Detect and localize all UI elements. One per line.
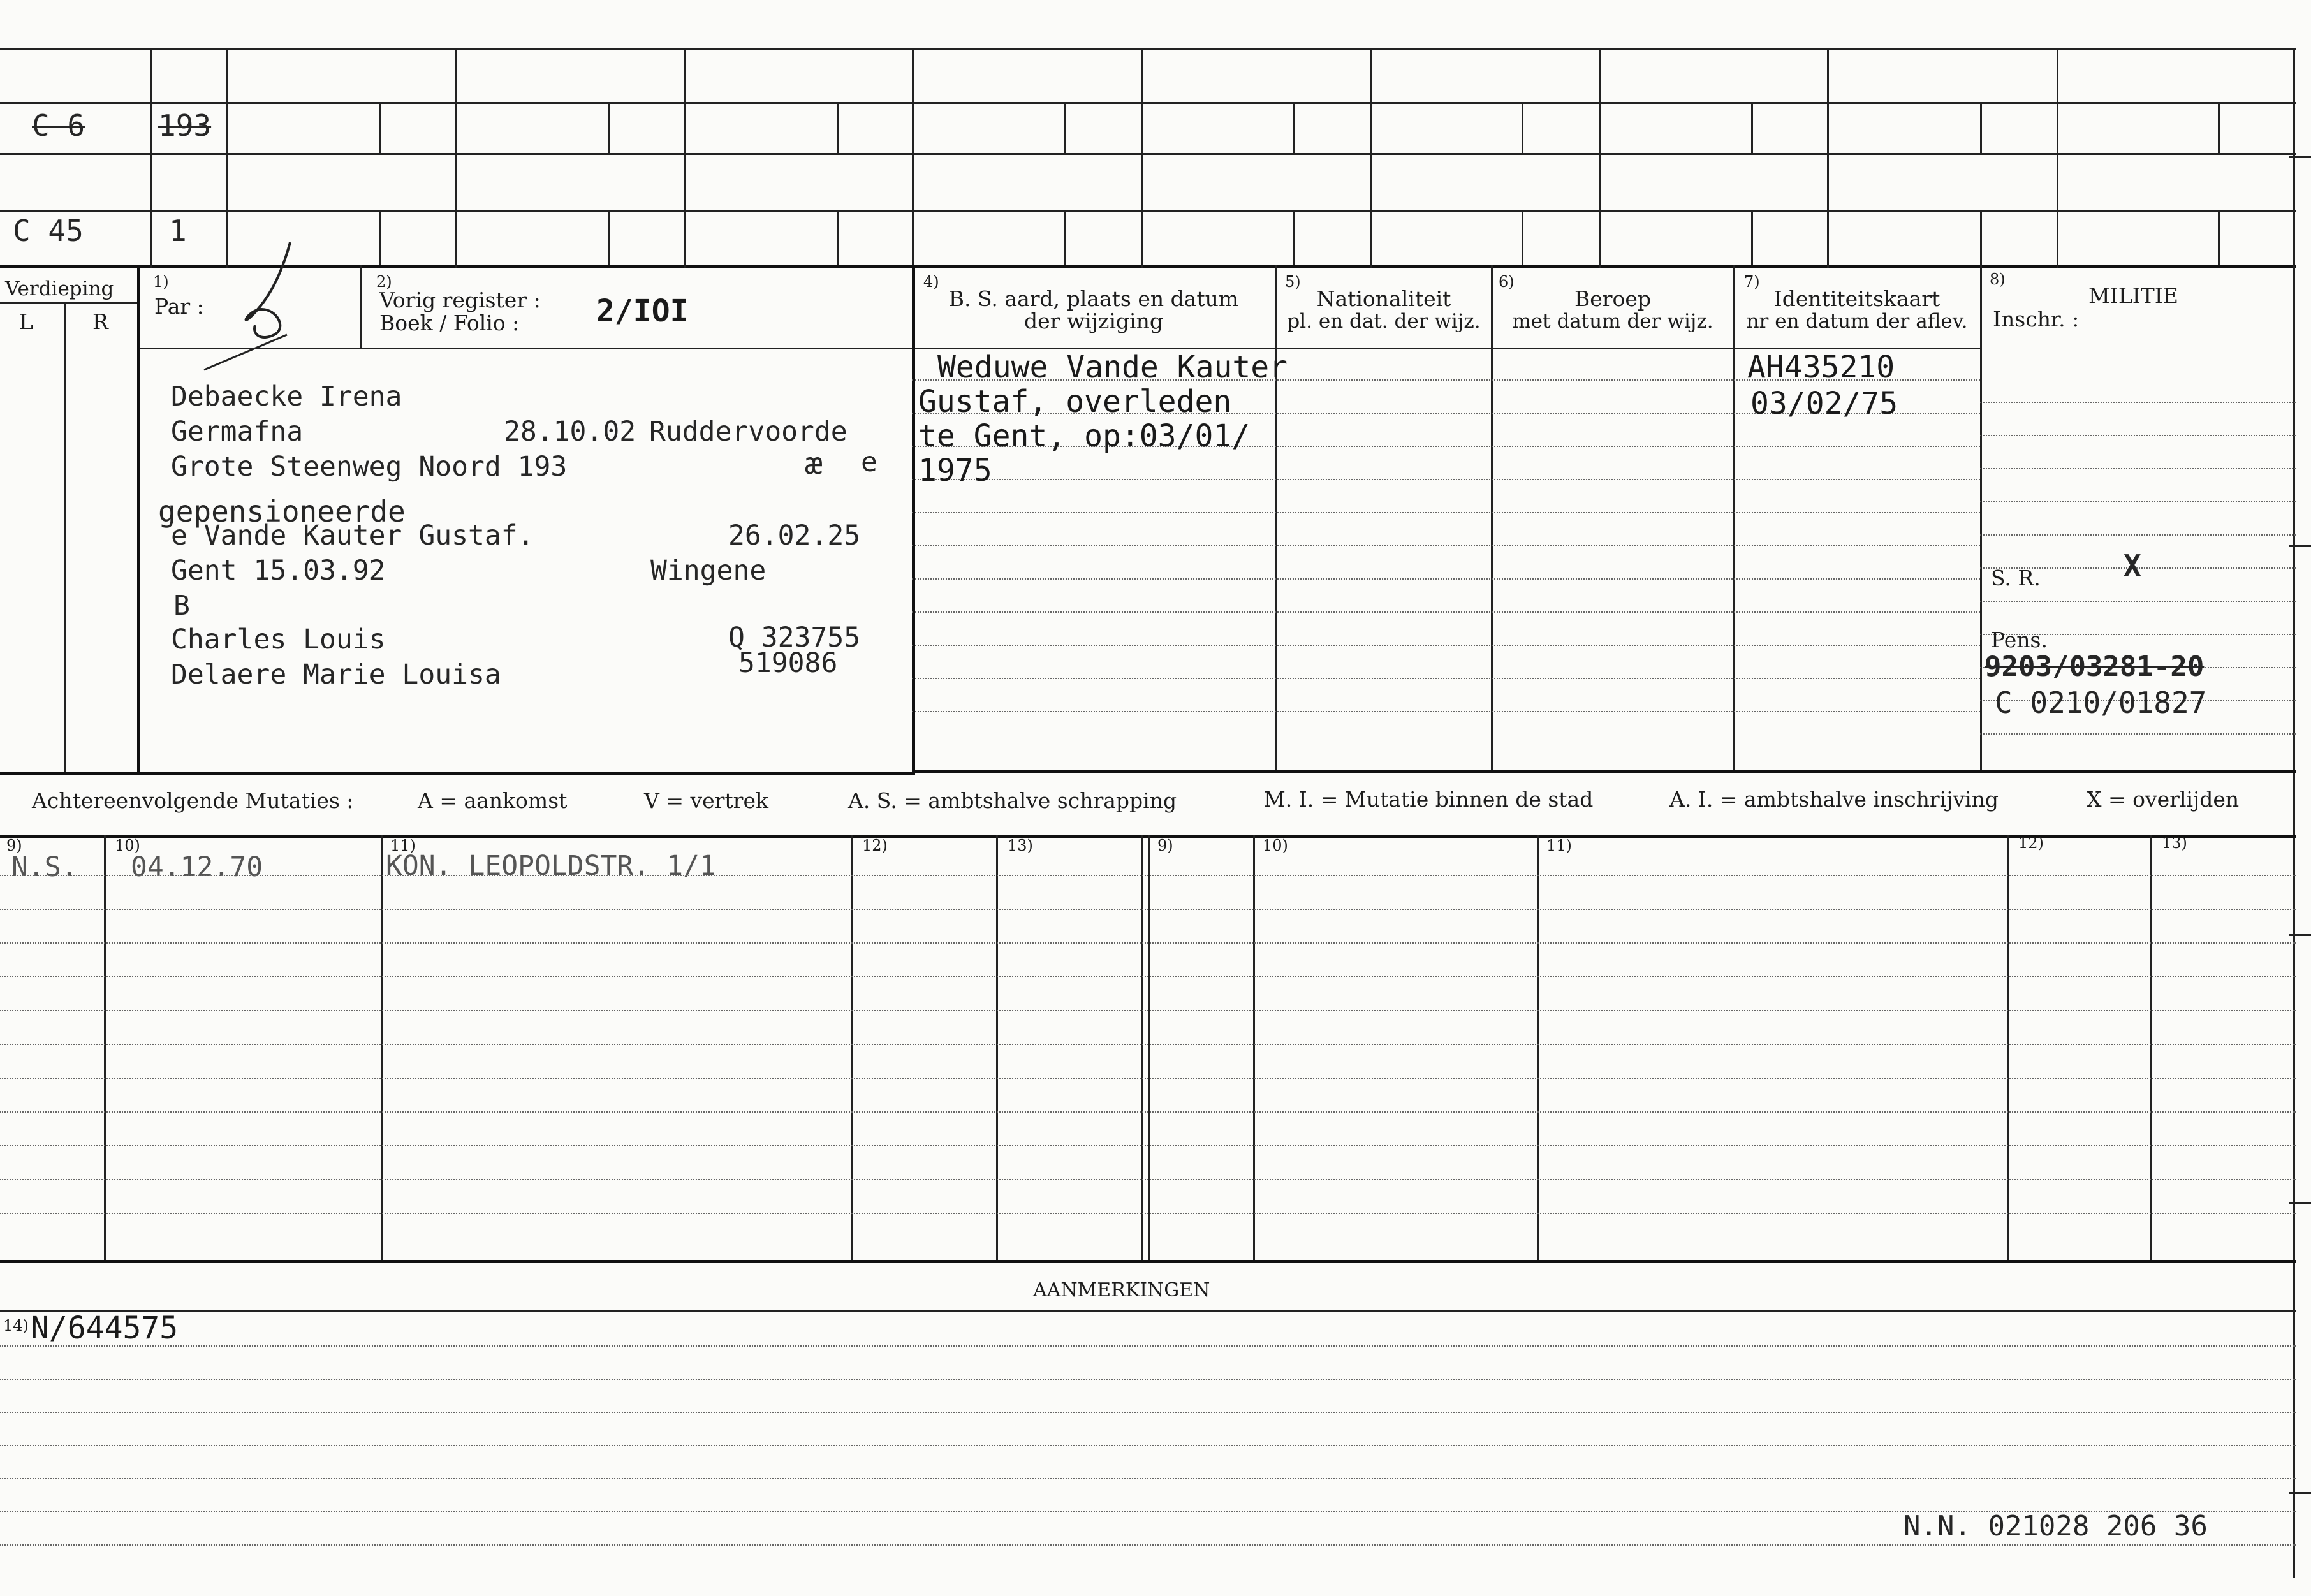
ruled-line (0, 942, 2296, 944)
current-code-number: 1 (169, 214, 187, 248)
sex-mark: e (861, 446, 877, 478)
grid-vline (1275, 265, 1277, 772)
vorig-register-label: Vorig register : (379, 288, 541, 312)
sr-value: X (2124, 548, 2141, 583)
grid-vline (1827, 48, 1829, 268)
grid-vline (1751, 102, 1753, 153)
grid-vline (996, 835, 998, 1260)
col-number: 13) (1008, 837, 1033, 854)
grid-line (0, 1310, 2296, 1312)
pens-new-number: C 0210/01827 (1995, 685, 2207, 720)
grid-vline (1751, 210, 1753, 265)
ruled-line (0, 1544, 2296, 1546)
ruled-line (912, 711, 1980, 712)
ruled-line (0, 875, 2296, 876)
marriage-date: 26.02.25 (728, 520, 861, 552)
ruled-line (912, 479, 1980, 480)
ruled-line (1980, 501, 2296, 502)
col-number: 1) (153, 273, 169, 291)
grid-vline (137, 265, 140, 775)
ruled-line (0, 1078, 2296, 1079)
ruled-line (912, 512, 1980, 513)
top-border (0, 48, 2296, 50)
edge-tick (2289, 156, 2311, 158)
sr-label: S. R. (1991, 566, 2041, 590)
bs-header-line1: B. S. aard, plaats en datum (948, 286, 1239, 311)
grid-vline (608, 210, 610, 265)
grid-vline (1064, 102, 1066, 153)
remarks-title: AANMERKINGEN (1033, 1279, 1210, 1301)
address: Grote Steenweg Noord 193 (171, 451, 568, 483)
edge-tick (2289, 545, 2311, 547)
ruled-line (0, 1511, 2296, 1512)
legend-death: X = overlijden (2087, 787, 2240, 812)
col-number: 8) (1990, 270, 2006, 288)
col-number: 5) (1285, 273, 1301, 291)
grid-vline (1537, 835, 1539, 1260)
grid-vline (104, 835, 106, 1260)
edge-tick (2289, 1202, 2311, 1204)
ruled-line (0, 909, 2296, 910)
remarks-value: N/644575 (31, 1310, 179, 1346)
remarks-col-number: 14) (3, 1317, 29, 1335)
id-card-header-line2: nr en datum der aflev. (1746, 310, 1968, 333)
id-card-date: 03/02/75 (1750, 386, 1898, 421)
edge-tick (2289, 1492, 2311, 1494)
bs-change-line: Gustaf, overleden (918, 384, 1232, 420)
grid-vline (912, 265, 915, 775)
grid-vline (1141, 835, 1143, 1260)
id-card-number: AH435210 (1747, 349, 1895, 385)
col-number: 9) (6, 837, 22, 854)
left-label: L (19, 309, 33, 334)
old-code-number: 193 (158, 108, 212, 143)
ruled-line (0, 1445, 2296, 1446)
col-number: 4) (923, 273, 939, 291)
struck-mark: æ (805, 446, 823, 481)
surname-line: Debaecke Irena (171, 381, 402, 413)
ruled-line (0, 1010, 2296, 1011)
bs-header-line2: der wijziging (1024, 309, 1163, 333)
father-code: Q 323755 (728, 622, 861, 654)
grid-vline (1522, 102, 1523, 153)
verdieping-label: Verdieping (5, 277, 114, 300)
grid-vline (360, 265, 362, 348)
marriage-place: Wingene (650, 555, 767, 587)
pens-old-number: 9203/03281-20 (1985, 650, 2205, 683)
grid-vline (912, 48, 914, 268)
father-name: Charles Louis (171, 624, 386, 655)
grid-vline (1064, 210, 1066, 265)
ruled-line (912, 545, 1980, 546)
ruled-line (0, 1044, 2296, 1045)
col-number: 13) (2162, 834, 2187, 852)
given-name: Germafna (171, 416, 304, 448)
col-number: 9) (1157, 837, 1173, 854)
grid-vline (608, 102, 610, 153)
par-label: Par : (154, 294, 204, 319)
mutation-date: 04.12.70 (131, 851, 263, 883)
grid-vline (64, 302, 66, 773)
grid-vline (379, 102, 381, 153)
grid-vline (2218, 102, 2220, 153)
grid-vline (2150, 835, 2152, 1260)
national-number: N.N. 021028 206 36 (1904, 1510, 2208, 1542)
ruled-line (912, 645, 1980, 646)
grid-vline (2057, 48, 2058, 268)
grid-vline (226, 48, 228, 268)
legend-internal: M. I. = Mutatie binnen de stad (1264, 787, 1594, 812)
grid-vline (455, 48, 457, 268)
grid-vline (1599, 48, 1601, 268)
grid-line (0, 1260, 2296, 1263)
spouse-line: e Vande Kauter Gustaf. (171, 520, 534, 552)
ruled-line (0, 1345, 2296, 1347)
col-number: 12) (2018, 834, 2044, 852)
birth-date: 28.10.02 (504, 416, 636, 448)
grid-line (0, 302, 137, 304)
mother-code: 519086 (738, 647, 838, 679)
occupation-header-line1: Beroep (1574, 286, 1652, 311)
signature-mark (191, 239, 300, 373)
col-number: 12) (862, 837, 888, 854)
current-code: C 45 (13, 214, 84, 248)
nationality-header-line1: Nationaliteit (1316, 286, 1451, 311)
spouse-birth: Gent 15.03.92 (171, 555, 386, 587)
col-number: 10) (1263, 837, 1288, 854)
grid-vline (2218, 210, 2220, 265)
col-number: 10) (115, 837, 140, 854)
legend-departure: V = vertrek (644, 788, 768, 813)
col-number: 2) (376, 273, 392, 291)
ruled-line (0, 1213, 2296, 1214)
bs-change-line: te Gent, op:03/01/ (918, 418, 1251, 454)
grid-line (912, 770, 2296, 773)
col-number: 6) (1499, 273, 1515, 291)
bs-change-line: Weduwe Vande Kauter (937, 349, 1288, 385)
birth-place: Ruddervoorde (649, 416, 847, 448)
grid-vline (2007, 835, 2009, 1260)
grid-line (0, 153, 2296, 155)
ruled-line (0, 1478, 2296, 1479)
inschr-label: Inschr. : (1993, 307, 2080, 332)
grid-vline (1733, 265, 1735, 772)
ruled-line (0, 976, 2296, 977)
right-label: R (92, 309, 108, 334)
grid-vline (1141, 48, 1143, 268)
legend-removal: A. S. = ambtshalve schrapping (848, 788, 1177, 813)
grid-vline (1293, 102, 1295, 153)
ruled-line (0, 1179, 2296, 1180)
grid-vline (851, 835, 853, 1260)
edge-tick (2289, 934, 2311, 936)
legend-arrival: A = aankomst (418, 788, 568, 813)
grid-vline (150, 48, 152, 268)
grid-vline (684, 48, 686, 268)
bs-change-line: 1975 (918, 453, 992, 488)
nationality-header-line2: pl. en dat. der wijz. (1287, 310, 1481, 333)
boek-folio-label: Boek / Folio : (379, 311, 520, 335)
grid-vline (1980, 265, 1982, 772)
grid-vline (837, 102, 839, 153)
grid-line (0, 102, 2296, 104)
mother-name: Delaere Marie Louisa (171, 659, 501, 691)
ruled-line (1980, 435, 2296, 436)
occupation: gepensioneerde (158, 494, 406, 529)
ruled-line (0, 1145, 2296, 1146)
letter-b: B (173, 590, 190, 622)
grid-vline (837, 210, 839, 265)
grid-vline (1980, 210, 1982, 265)
grid-vline (1253, 835, 1255, 1260)
ruled-line (0, 1111, 2296, 1113)
ruled-line (1980, 733, 2296, 735)
grid-vline (381, 835, 383, 1260)
old-code: C 6 (32, 108, 85, 143)
ruled-line (0, 1412, 2296, 1413)
ruled-line (1980, 534, 2296, 536)
grid-vline (1293, 210, 1295, 265)
grid-vline (1980, 102, 1982, 153)
pens-label: Pens. (1991, 627, 2048, 652)
id-card-header-line1: Identiteitskaart (1773, 286, 1941, 311)
ruled-line (912, 611, 1980, 613)
ruled-line (912, 578, 1980, 580)
boek-folio-value: 2/IOI (596, 293, 689, 329)
grid-line (0, 210, 2296, 212)
right-border (2293, 48, 2295, 1578)
col-number: 11) (1546, 837, 1572, 854)
grid-vline (1148, 835, 1150, 1260)
mutation-code: N.S. (11, 851, 78, 883)
ruled-line (1980, 402, 2296, 403)
ruled-line (912, 678, 1980, 679)
grid-line (0, 265, 2296, 268)
grid-vline (1522, 210, 1523, 265)
militie-header: MILITIE (2088, 283, 2178, 308)
ruled-line (0, 1379, 2296, 1380)
legend-registration: A. I. = ambtshalve inschrijving (1669, 787, 1999, 812)
grid-vline (379, 210, 381, 265)
grid-vline (1370, 48, 1372, 268)
ruled-line (1980, 601, 2296, 602)
grid-vline (1491, 265, 1493, 772)
mutation-address: KON. LEOPOLDSTR. 1/1 (386, 850, 716, 882)
ruled-line (1980, 468, 2296, 469)
col-number: 7) (1744, 273, 1760, 291)
occupation-header-line2: met datum der wijz. (1512, 310, 1713, 333)
mutations-title: Achtereenvolgende Mutaties : (32, 788, 354, 813)
col-number: 11) (390, 837, 416, 854)
grid-line (0, 772, 912, 775)
